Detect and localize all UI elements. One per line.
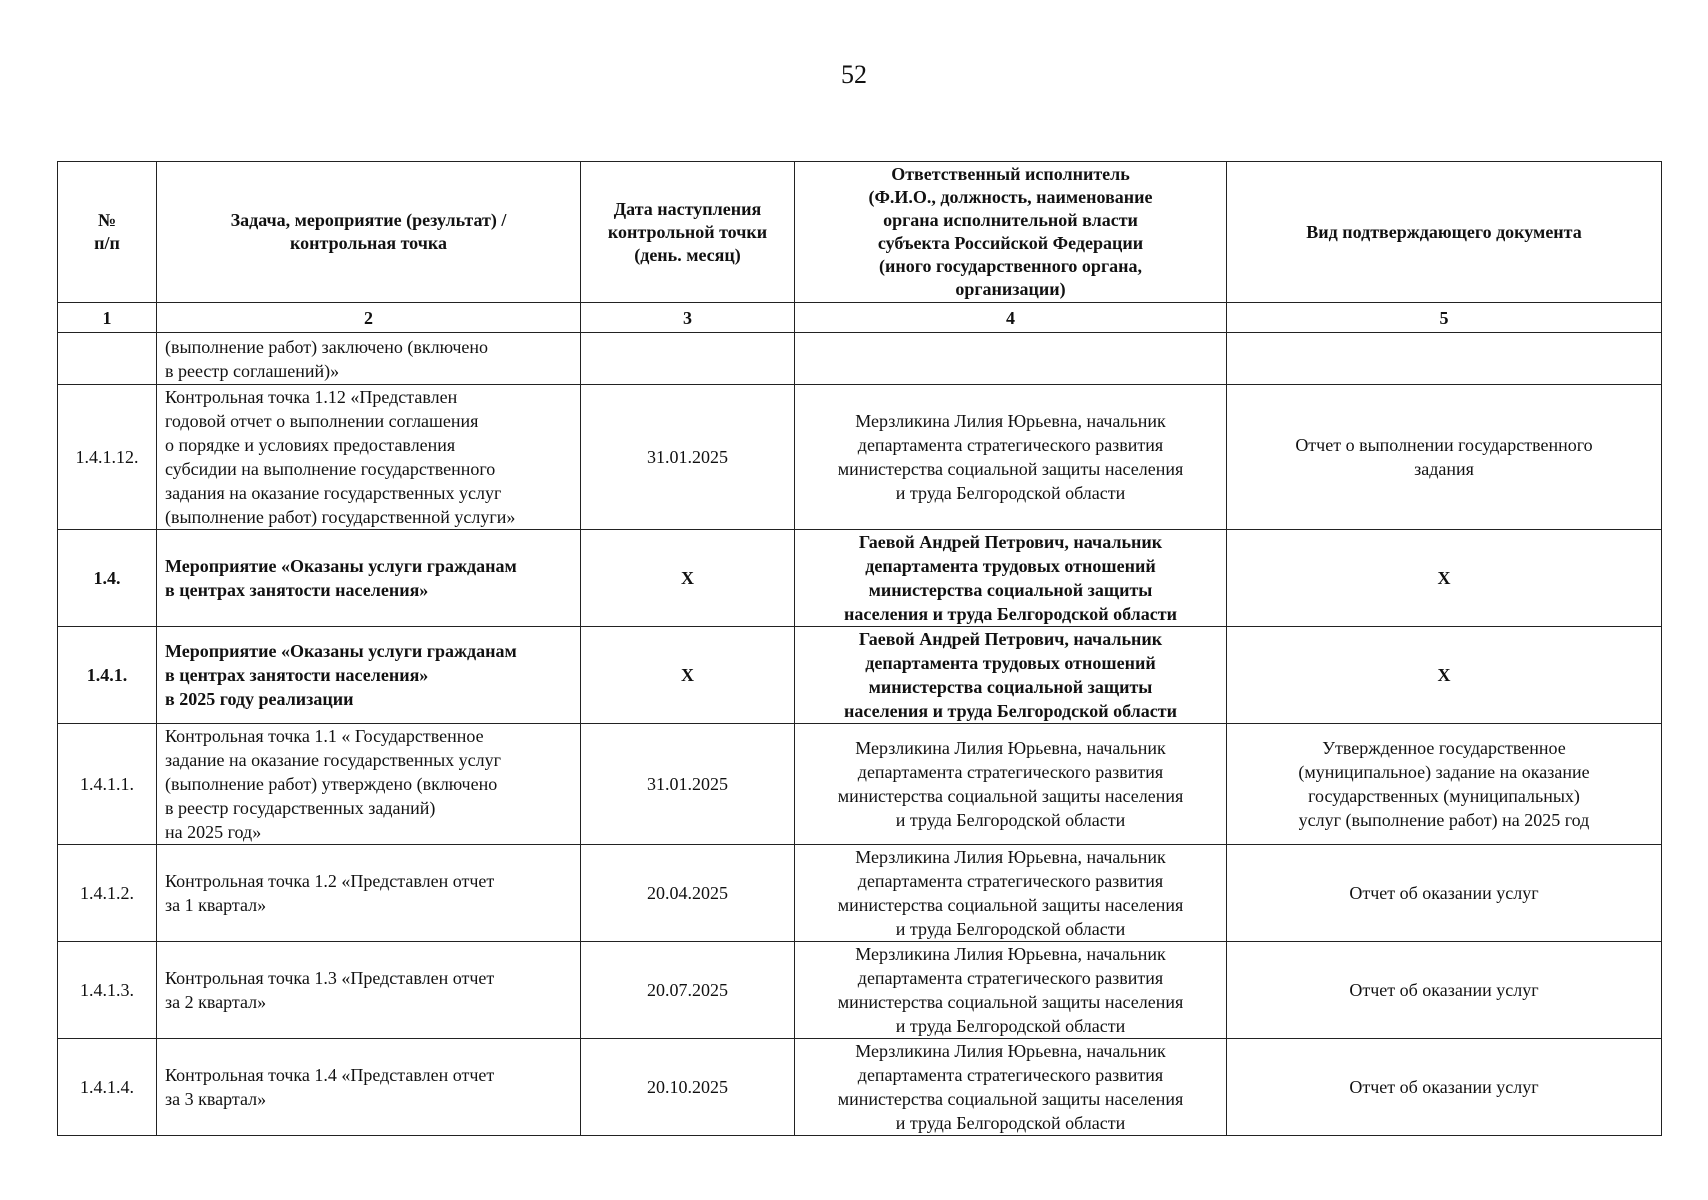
header-date: Дата наступления контрольной точки (день. месяц) [581,162,795,303]
row-responsible: Мерзликина Лилия Юрьевна, начальник департамента стратегического развития министерства социальной защиты населения и труда Белгородской области [795,385,1227,530]
column-numbers-row [58,303,1662,333]
column-number: 5 [1227,303,1662,333]
table-row [58,530,1662,627]
table-row [58,845,1662,942]
row-number: 1.4.1.3. [58,942,157,1039]
row-task: Контрольная точка 1.4 «Представлен отчет за 3 квартал» [157,1039,581,1136]
row-task: (выполнение работ) заключено (включено в реестр соглашений)» [157,333,581,385]
table-header-row [58,162,1662,303]
column-number: 2 [157,303,581,333]
row-date [581,333,795,385]
table-row [58,627,1662,724]
column-number: 3 [581,303,795,333]
row-date: 20.10.2025 [581,1039,795,1136]
column-number: 4 [795,303,1227,333]
row-date: 31.01.2025 [581,724,795,845]
row-number: 1.4.1.1. [58,724,157,845]
row-number: 1.4.1.4. [58,1039,157,1136]
row-number: 1.4.1.12. [58,385,157,530]
header-document: Вид подтверждающего документа [1227,162,1662,303]
row-date: X [581,530,795,627]
row-task: Контрольная точка 1.1 « Государственное задание на оказание государственных услуг (выполнение работ) утверждено (включено в реестр государственных заданий) на 2025 год» [157,724,581,845]
row-document: Отчет об оказании услуг [1227,942,1662,1039]
table-row [58,385,1662,530]
row-date: 20.07.2025 [581,942,795,1039]
row-responsible: Гаевой Андрей Петрович, начальник департамента трудовых отношений министерства социальной защиты населения и труда Белгородской области [795,627,1227,724]
row-document: Отчет о выполнении государственного задания [1227,385,1662,530]
row-date: 20.04.2025 [581,845,795,942]
row-document: Отчет об оказании услуг [1227,845,1662,942]
row-task: Мероприятие «Оказаны услуги гражданам в центрах занятости населения» [157,530,581,627]
header-responsible: Ответственный исполнитель (Ф.И.О., должность, наименование органа исполнительной власти субъекта Российской Федерации (иного государственного органа, организации) [795,162,1227,303]
row-responsible: Гаевой Андрей Петрович, начальник департамента трудовых отношений министерства социальной защиты населения и труда Белгородской области [795,530,1227,627]
table-row [58,1039,1662,1136]
row-task: Контрольная точка 1.2 «Представлен отчет за 1 квартал» [157,845,581,942]
row-date: 31.01.2025 [581,385,795,530]
row-responsible: Мерзликина Лилия Юрьевна, начальник департамента стратегического развития министерства социальной защиты населения и труда Белгородской области [795,942,1227,1039]
row-responsible [795,333,1227,385]
header-number: № п/п [58,162,157,303]
row-document: Отчет об оказании услуг [1227,1039,1662,1136]
page-number: 52 [841,60,867,89]
header-task: Задача, мероприятие (результат) / контрольная точка [157,162,581,303]
table-row [58,724,1662,845]
row-number: 1.4.1.2. [58,845,157,942]
row-task: Мероприятие «Оказаны услуги гражданам в центрах занятости населения» в 2025 году реализации [157,627,581,724]
row-number [58,333,157,385]
control-points-table [57,161,1662,1136]
row-responsible: Мерзликина Лилия Юрьевна, начальник департамента стратегического развития министерства социальной защиты населения и труда Белгородской области [795,724,1227,845]
row-date: X [581,627,795,724]
row-document: Утвержденное государственное (муниципальное) задание на оказание государственных (муниципальных) услуг (выполнение работ) на 2025 год [1227,724,1662,845]
column-number: 1 [58,303,157,333]
table-row [58,942,1662,1039]
row-number: 1.4.1. [58,627,157,724]
row-responsible: Мерзликина Лилия Юрьевна, начальник департамента стратегического развития министерства социальной защиты населения и труда Белгородской области [795,1039,1227,1136]
row-document: X [1227,627,1662,724]
row-task: Контрольная точка 1.3 «Представлен отчет за 2 квартал» [157,942,581,1039]
row-document: X [1227,530,1662,627]
row-task: Контрольная точка 1.12 «Представлен годовой отчет о выполнении соглашения о порядке и условиях предоставления субсидии на выполнение государственного задания на оказание государственных услуг (выполнение работ) государственной услуги» [157,385,581,530]
table-row [58,333,1662,385]
row-responsible: Мерзликина Лилия Юрьевна, начальник департамента стратегического развития министерства социальной защиты населения и труда Белгородской области [795,845,1227,942]
row-number: 1.4. [58,530,157,627]
row-document [1227,333,1662,385]
